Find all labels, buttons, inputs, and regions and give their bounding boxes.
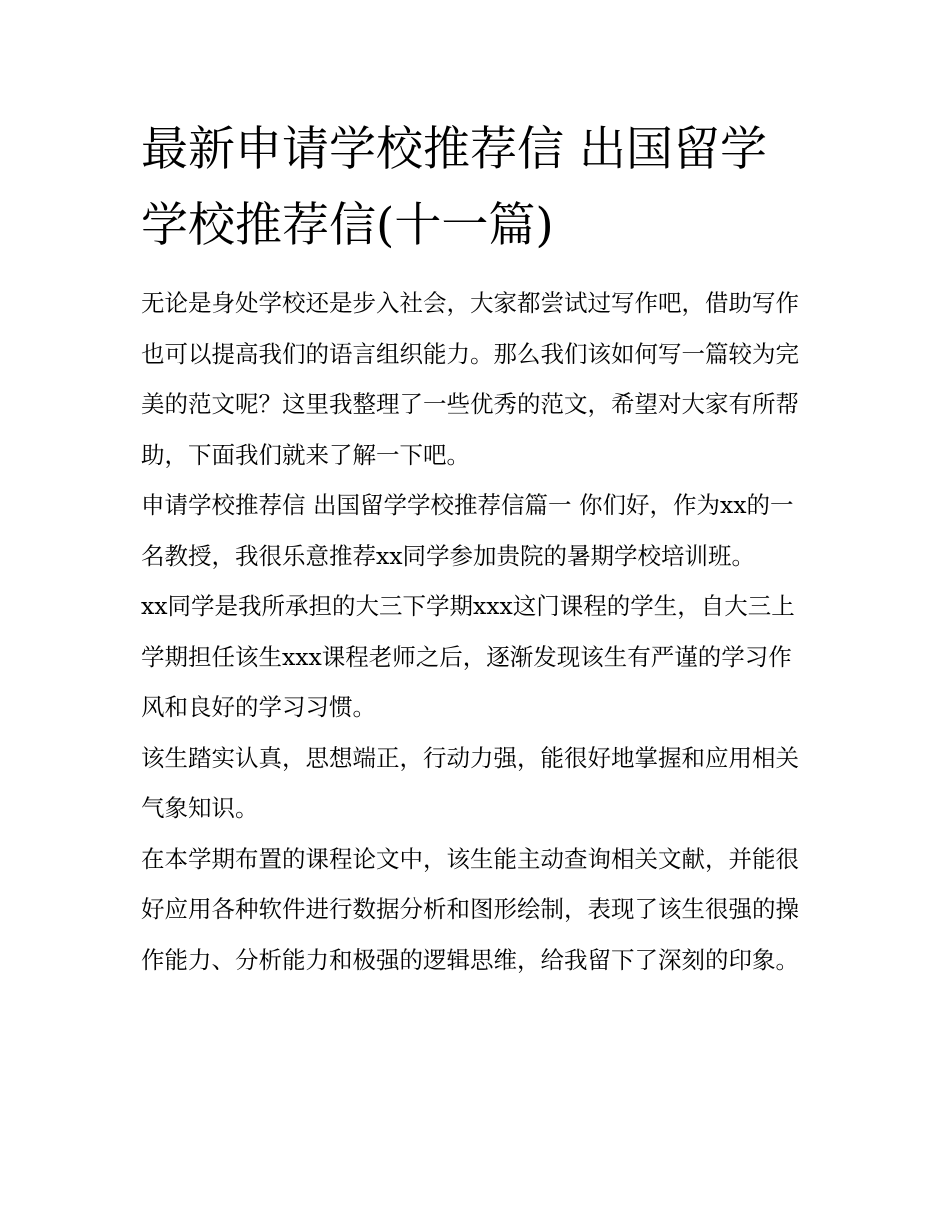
paragraph-course-paper: 在本学期布置的课程论文中，该生能主动查询相关文献，并能很好应用各种软件进行数据分析和图形绘制，表现了该生很强的操作能力、分析能力和极强的逻辑思维，给我留下了深刻的印象。: [141, 844, 799, 974]
document-title: 最新申请学校推荐信 出国留学学校推荐信(十一篇): [141, 122, 767, 253]
paragraph-letter-opening: 申请学校推荐信 出国留学学校推荐信篇一 你们好，作为xx的一名教授，我很乐意推荐xx同学参加贵院的暑期学校培训班。: [141, 491, 794, 570]
document-body: [141, 112, 813, 985]
paragraph-student-attitude: 该生踏实认真，思想端正，行动力强，能很好地掌握和应用相关气象知识。: [141, 743, 799, 822]
paragraph-student-course: xx同学是我所承担的大三下学期xxx这门课程的学生，自大三上学期担任该生xxx课程老师之后，逐渐发现该生有严谨的学习作风和良好的学习习惯。: [141, 592, 795, 721]
paragraph-intro: 无论是身处学校还是步入社会，大家都尝试过写作吧，借助写作也可以提高我们的语言组织能力。那么我们该如何写一篇较为完美的范文呢？这里我整理了一些优秀的范文，希望对大家有所帮助，下面我们就来了解一下吧。: [141, 289, 799, 469]
